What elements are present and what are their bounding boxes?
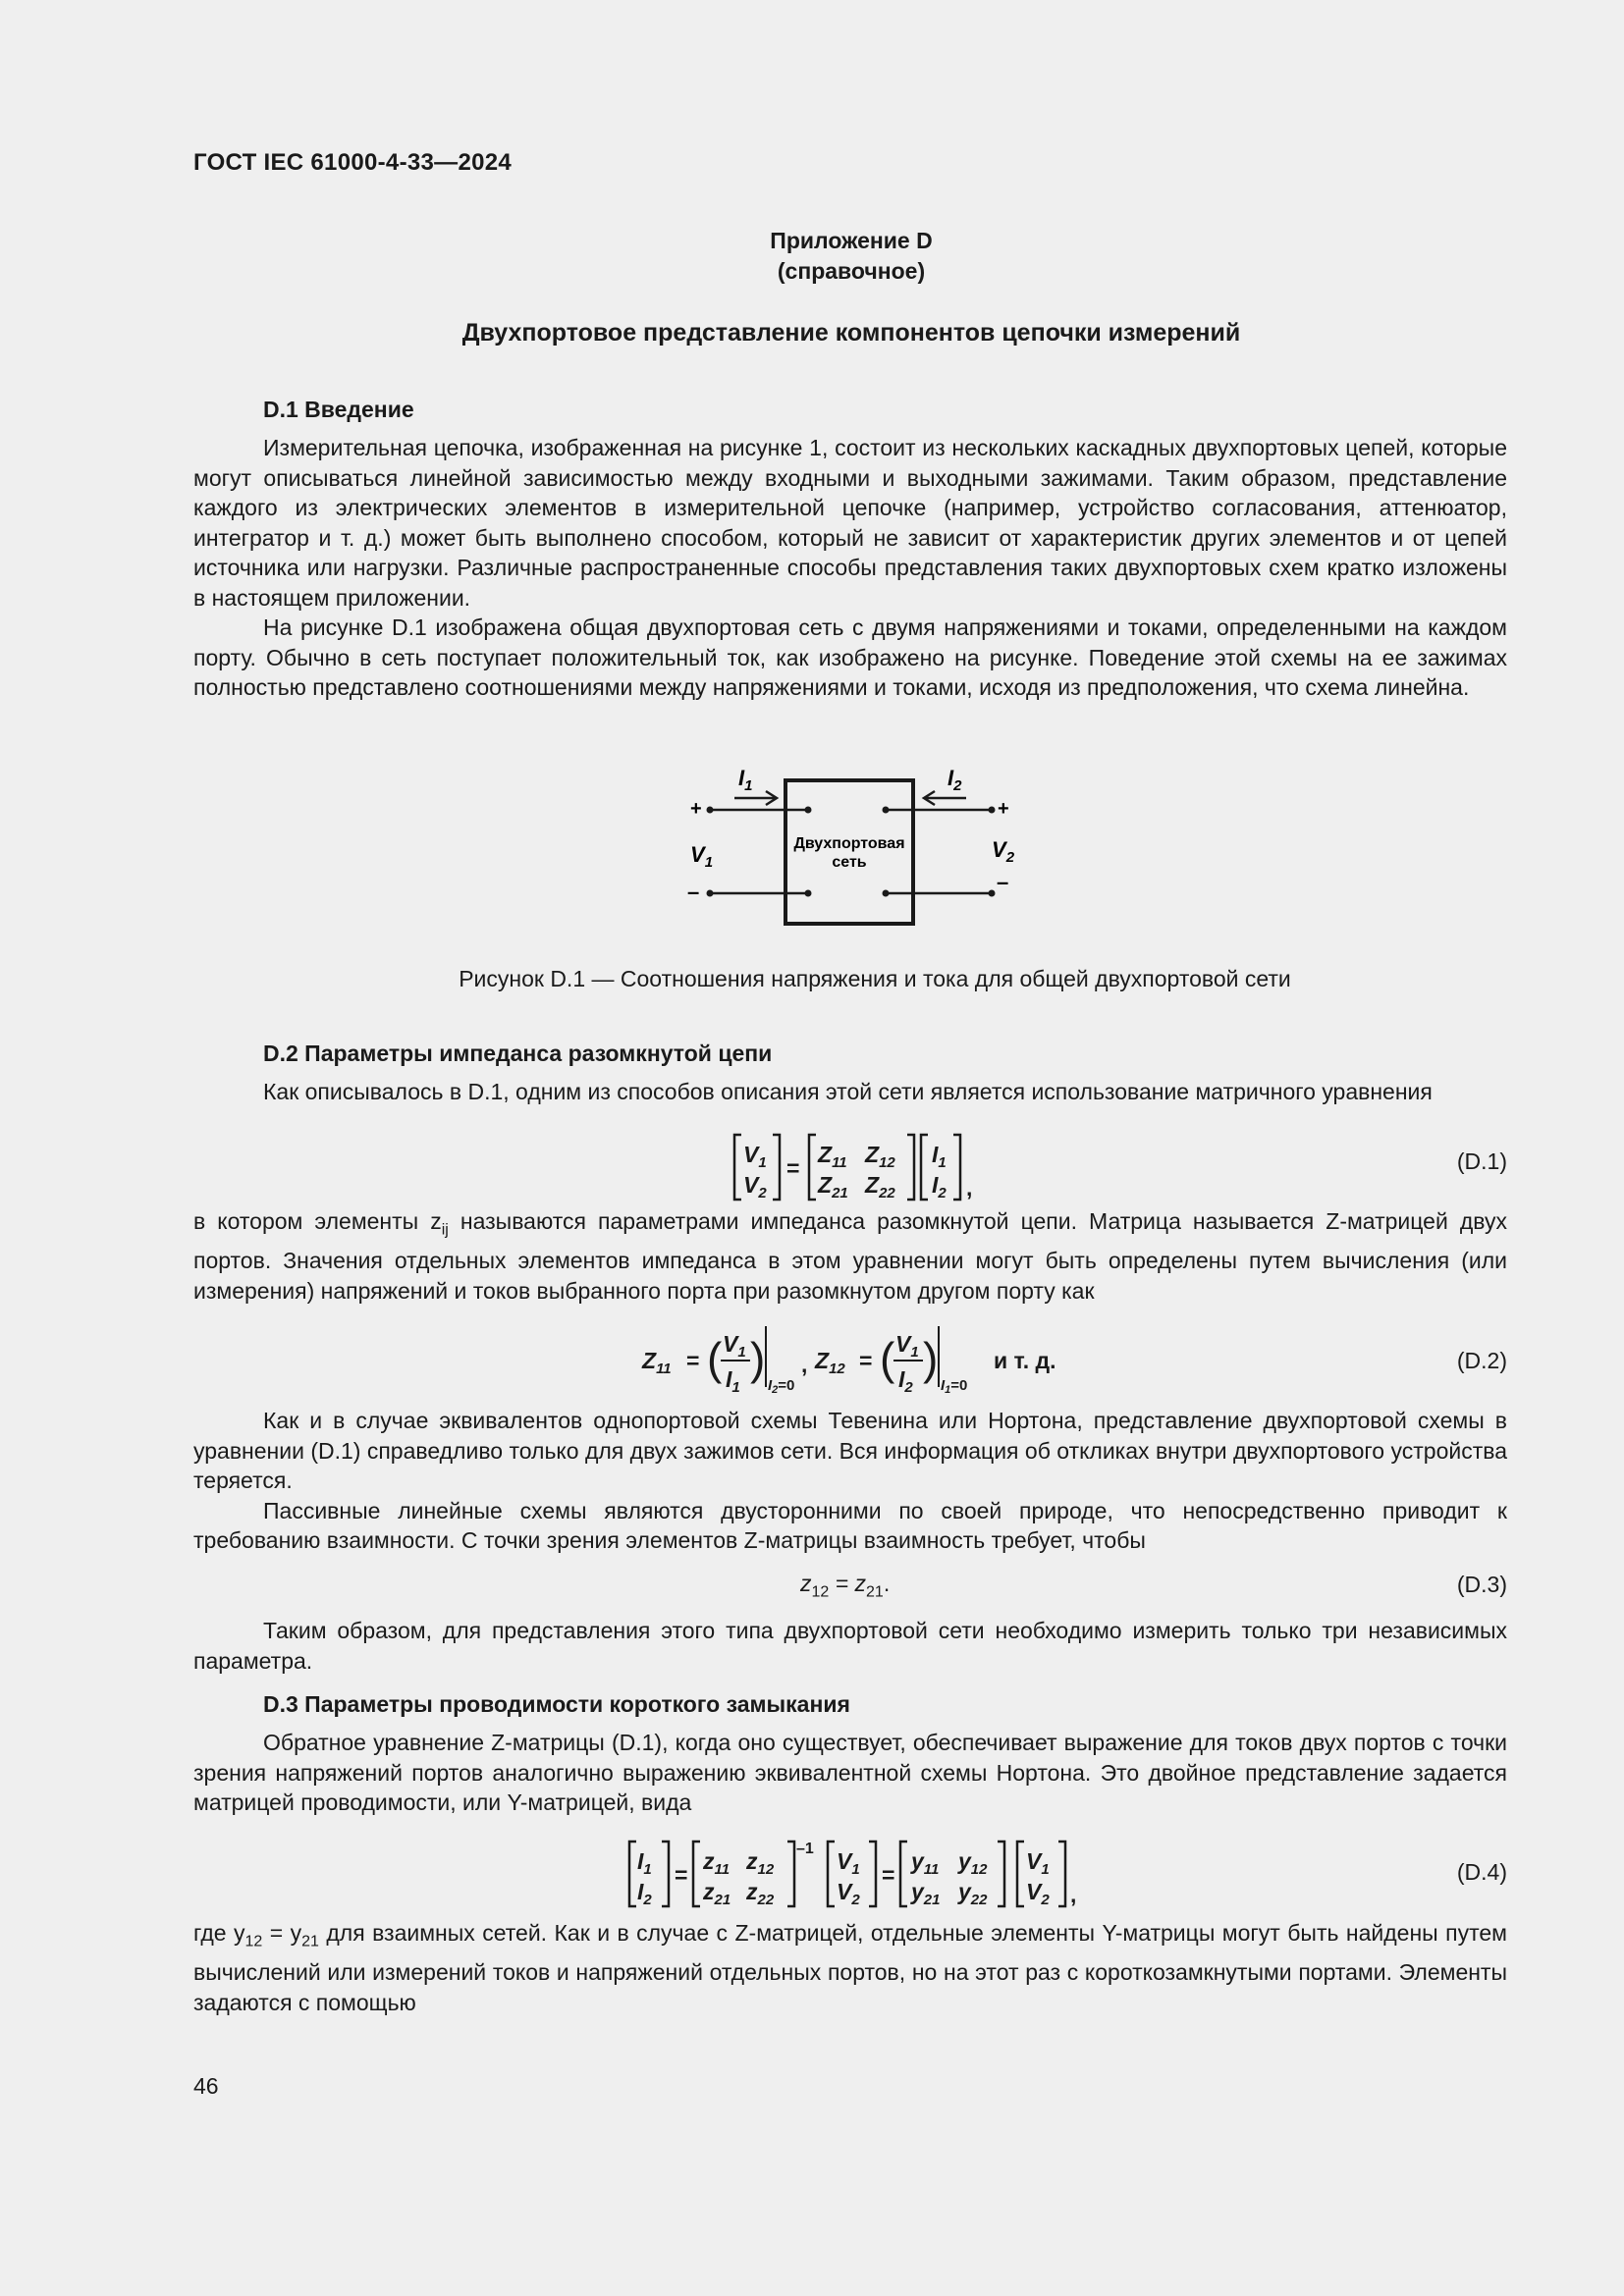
paragraph: Пассивные линейные схемы являются двусторонними по своей природе, что непосредственно приводит к требованию взаимности. С точки зрения элементов Z-матрицы взаимность требует, чтобы (193, 1497, 1507, 1553)
terminal-dot (805, 807, 812, 814)
two-port-box (785, 780, 913, 924)
svg-text:I1=0: $I_1=0$ (941, 1377, 968, 1396)
document-header: ГОСТ IEC 61000-4-33—2024 (193, 149, 513, 176)
terminal-dot (707, 890, 714, 897)
svg-text:I2: $I_2$ (898, 1366, 913, 1396)
terminal-dot (883, 807, 890, 814)
section-heading-d3: D.3 Параметры проводимости короткого замыкания (263, 1691, 850, 1717)
svg-text:V2: $V_2$ (837, 1879, 860, 1908)
svg-text:(: ( (880, 1333, 895, 1384)
section-d1-body (193, 433, 1507, 703)
section-d2-body (193, 1206, 1507, 1306)
terminal-dot (883, 890, 890, 897)
paragraph: Как описывалось в D.1, одним из способов описания этой сети является использование матричного уравнения (263, 1079, 1433, 1104)
terminal-dot (989, 807, 996, 814)
svg-text:y11: $y_{11}$ (911, 1848, 940, 1878)
svg-text:y22: $y_{22}$ (958, 1879, 988, 1908)
svg-text:z21: $z_{21}$ (703, 1879, 731, 1908)
svg-text:(: ( (707, 1333, 723, 1384)
svg-text:Z11: $Z_{11}$ (642, 1348, 672, 1377)
section-d3-body (193, 1728, 1507, 1818)
page-number: 46 (193, 2073, 219, 2099)
svg-text:=: = (859, 1348, 873, 1373)
annex-subtitle: (справочное) (777, 258, 926, 284)
box-label-line1: Двухпортовая (793, 835, 905, 852)
svg-text:,: , (966, 1175, 973, 1201)
minus-sign-left: – (687, 880, 700, 904)
svg-text:y12: $y_{12}$ (958, 1848, 988, 1878)
equation-number-d3: (D.3) (1456, 1572, 1507, 1597)
svg-text:V2: $V_2$ (1026, 1879, 1050, 1908)
svg-text:V1: $V_1$ (895, 1331, 919, 1361)
label-i1: $I_1$ (738, 766, 753, 794)
svg-text:y21: $y_{21}$ (911, 1879, 941, 1908)
svg-text:Z22: $Z_{22}$ (865, 1172, 895, 1201)
box-label-line2: сеть (832, 854, 867, 871)
section-d2-body-3 (193, 1616, 1507, 1676)
paragraph: На рисунке D.1 изображена общая двухпортовая сеть с двумя напряжениями и токами, определенными на каждом порту. Обычно в сеть поступает положительный ток, как изображено на рисунке. Поведение этой схемы на ее зажимах полностью представлено соотношениями между напряжениями и токами, исходя из предположения, что схема линейна. (193, 614, 1507, 700)
plus-sign-right: + (998, 798, 1009, 820)
svg-text:V1: $V_1$ (837, 1848, 860, 1878)
terminal-dot (707, 807, 714, 814)
svg-text:=: = (686, 1348, 700, 1373)
section-heading-d2: D.2 Параметры импеданса разомкнутой цепи (263, 1041, 773, 1066)
terminal-dot (989, 890, 996, 897)
svg-text:V1: $V_1$ (743, 1142, 767, 1171)
equation-d1 (731, 1131, 992, 1205)
paragraph: в котором элементы $z_{ij}$ называются параметрами импеданса разомкнутой цепи. Матрица называется Z-матрицей двух портов. Значения отдельных элементов импеданса в этом уравнении могут быть определены путем вычисления (или измерения) напряжений и токов выбранного порта при разомкнутом другом порту как (193, 1208, 1507, 1304)
section-d3-body-2 (193, 1918, 1507, 2017)
svg-text:Z21: $Z_{21}$ (818, 1172, 848, 1201)
equation-number-d1: (D.1) (1456, 1148, 1507, 1174)
svg-text:z22: $z_{22}$ (746, 1879, 775, 1908)
paragraph: где $y_{12} = y_{21}$ для взаимных сетей. Как и в случае с Z-матрицей, отдельные элементы Y-матрицы могут быть найдены путем вычислений или измерений токов и напряжений отдельных портов, но на этот раз с короткозамкнутыми портами. Элементы задаются с помощью (193, 1920, 1507, 2015)
paragraph: Таким образом, для представления этого типа двухпортовой сети необходимо измерить только три независимых параметра. (193, 1618, 1507, 1674)
svg-text:I1: $I_1$ (637, 1848, 652, 1878)
figure-caption: Рисунок D.1 — Соотношения напряжения и тока для общей двухпортовой сети (459, 966, 1291, 991)
svg-text:=: = (786, 1155, 800, 1181)
paragraph: Измерительная цепочка, изображенная на рисунке 1, состоит из нескольких каскадных двухпортовых цепей, которые могут описываться линейной зависимостью между входными и выходными зажимами. Таким образом, представление каждого из электрических элементов в измерительной цепочке (например, устройство согласования, аттенюатор, интегратор и т. д.) может быть выполнено способом, который не зависит от характеристик других элементов и от цепей источника или нагрузки. Различные распространенные способы представления таких двухпортовых схем кратко изложены в настоящем приложении. (193, 435, 1507, 611)
equation-d2 (640, 1320, 1072, 1397)
paragraph: Как и в случае эквивалентов однопортовой схемы Тевенина или Нортона, представление двухпортовой схемы в уравнении (D.1) справедливо только для двух зажимов сети. Вся информация об откликах внутри двухпортового устройства теряется. (193, 1408, 1507, 1493)
annex-heading: Двухпортовое представление компонентов цепочки измерений (461, 319, 1241, 347)
minus-sign-right: – (997, 870, 1009, 894)
svg-text:Z12: $Z_{12}$ (815, 1348, 845, 1377)
terminal-dot (805, 890, 812, 897)
section-d2-intro (193, 1077, 1507, 1107)
svg-text:I2: $I_2$ (637, 1879, 652, 1908)
plus-sign-left: + (690, 798, 702, 820)
svg-text:,: , (801, 1352, 808, 1377)
label-v1: $V_1$ (690, 842, 714, 871)
figure-two-port-diagram (677, 756, 1031, 933)
annex-title: Приложение D (770, 228, 933, 253)
svg-text:I2=0: $I_2=0$ (768, 1377, 795, 1396)
svg-text:I1: $I_1$ (932, 1142, 947, 1171)
svg-text:,: , (1070, 1882, 1077, 1907)
equation-number-d4: (D.4) (1456, 1859, 1507, 1885)
equation-number-d2: (D.2) (1456, 1348, 1507, 1373)
svg-text:V1: $V_1$ (723, 1331, 746, 1361)
svg-text:Z11: $Z_{11}$ (818, 1142, 847, 1171)
label-v2: $V_2$ (992, 837, 1015, 866)
section-heading-d1: D.1 Введение (263, 397, 414, 422)
svg-text:): ) (750, 1333, 766, 1384)
section-d2-body-2 (193, 1406, 1507, 1556)
svg-text:=: = (675, 1862, 688, 1888)
svg-text:Z12: $Z_{12}$ (865, 1142, 895, 1171)
label-i2: $I_2$ (947, 766, 962, 794)
paragraph: Обратное уравнение Z-матрицы (D.1), когда оно существует, обеспечивает выражение для токов двух портов с точки зрения напряжений портов аналогично выражению эквивалентной схемы Нортона. Это двойное представление задается матрицей проводимости, или Y-матрицей, вида (193, 1730, 1507, 1815)
svg-text:I2: $I_2$ (932, 1172, 947, 1201)
svg-text:V2: $V_2$ (743, 1172, 767, 1201)
equation-d4 (626, 1838, 1088, 1912)
svg-text:z11: $z_{11}$ (703, 1848, 731, 1878)
svg-text:=: = (882, 1862, 895, 1888)
svg-text:V1: $V_1$ (1026, 1848, 1050, 1878)
svg-text:и т. д.: и т. д. (994, 1348, 1056, 1373)
equation-d3: $z_{12} = z_{21}$. (800, 1571, 891, 1601)
svg-text:z12: $z_{12}$ (746, 1848, 775, 1878)
svg-text:–1: –1 (796, 1841, 814, 1857)
svg-text:): ) (923, 1333, 939, 1384)
svg-text:I1: $I_1$ (726, 1366, 740, 1396)
